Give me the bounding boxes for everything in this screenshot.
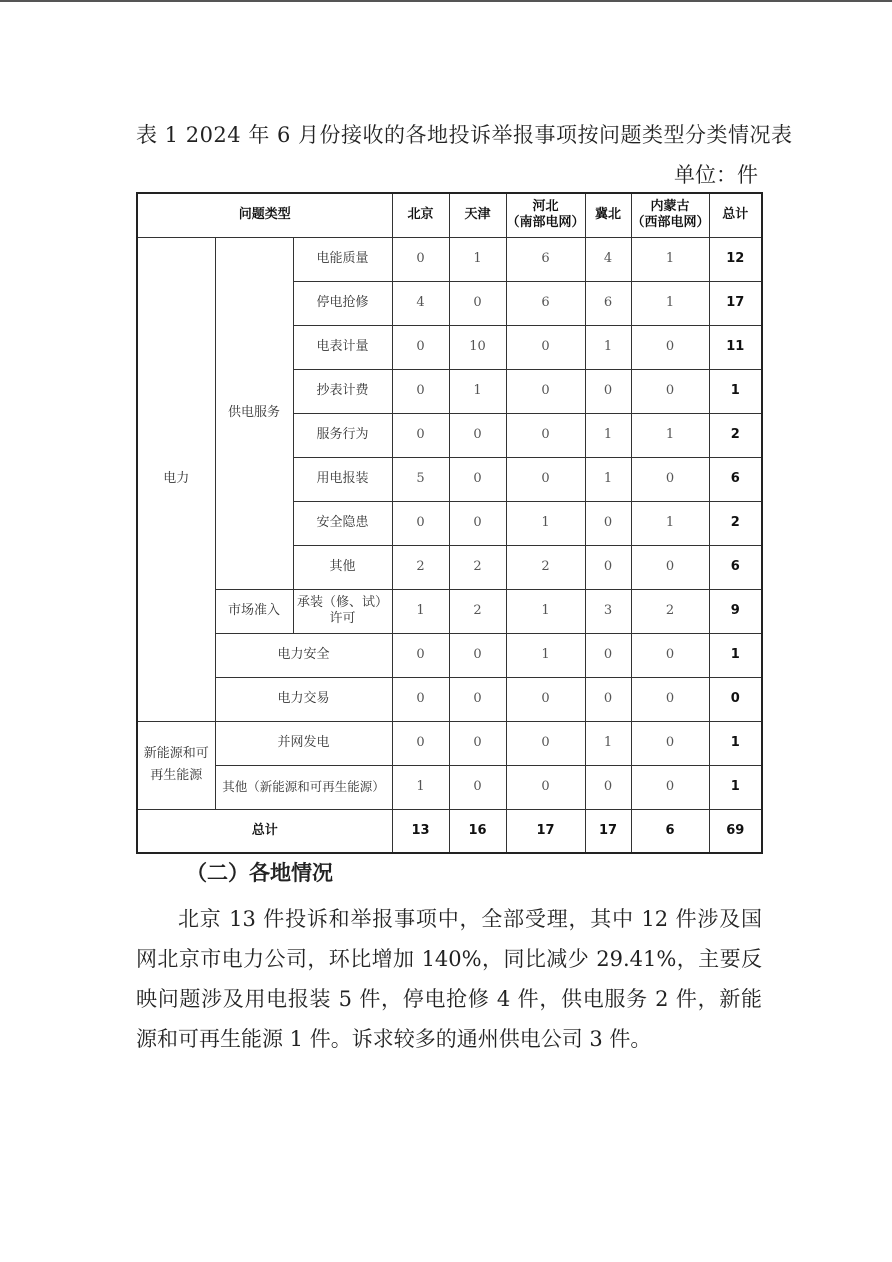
cell-value: 5: [392, 457, 449, 501]
row-label: 抄表计费: [293, 369, 392, 413]
cell-value: 0: [585, 501, 631, 545]
header-issue-type: 问题类型: [137, 193, 392, 237]
header-region: 河北 （南部电网）: [506, 193, 585, 237]
cell-value: 0: [449, 677, 506, 721]
row-label: 安全隐患: [293, 501, 392, 545]
cell-value: 0: [392, 237, 449, 281]
cell-total-value: 16: [449, 809, 506, 853]
cell-total: 1: [709, 369, 762, 413]
row-label: 其他: [293, 545, 392, 589]
cell-value: 1: [631, 281, 709, 325]
cell-total-value: 17: [506, 809, 585, 853]
cell-value: 0: [392, 633, 449, 677]
cell-total: 2: [709, 501, 762, 545]
cell-value: 0: [585, 765, 631, 809]
cell-value: 1: [392, 765, 449, 809]
body-paragraph: 北京 13 件投诉和举报事项中，全部受理，其中 12 件涉及国网北京市电力公司，环比增加 140%，同比减少 29.41%，主要反映问题涉及用电报装 5 件，停电抢修 4 件，供电服务 2 件，新能源和可再生能源 1 件。诉求较多的通州供电公司 3 件。: [136, 907, 762, 1051]
cell-value: 0: [585, 545, 631, 589]
cell-value: 4: [585, 237, 631, 281]
cell-value: 0: [585, 369, 631, 413]
row-label: 并网发电: [215, 721, 392, 765]
cell-total: 6: [709, 545, 762, 589]
page-top-border: [0, 0, 892, 2]
table-row: [137, 237, 762, 281]
cell-value: 1: [506, 633, 585, 677]
group-power: 电力: [137, 237, 215, 721]
cell-value: 2: [449, 545, 506, 589]
header-region: 冀北: [585, 193, 631, 237]
cell-value: 0: [449, 501, 506, 545]
cell-total: 9: [709, 589, 762, 633]
row-label: 用电报装: [293, 457, 392, 501]
cell-value: 0: [449, 457, 506, 501]
cell-value: 1: [506, 501, 585, 545]
row-label: 承装（修、试） 许可: [293, 589, 392, 633]
cell-value: 6: [506, 281, 585, 325]
cell-value: 0: [392, 325, 449, 369]
table-row: [137, 633, 762, 677]
cell-value: 0: [631, 545, 709, 589]
cell-value: 0: [392, 369, 449, 413]
row-label: 电力交易: [215, 677, 392, 721]
cell-value: 1: [585, 457, 631, 501]
cell-value: 10: [449, 325, 506, 369]
cell-value: 0: [506, 765, 585, 809]
cell-value: 1: [631, 237, 709, 281]
cell-value: 0: [506, 369, 585, 413]
table-header-row: [137, 193, 762, 237]
cell-value: 0: [392, 677, 449, 721]
cell-value: 1: [585, 721, 631, 765]
header-region: 北京: [392, 193, 449, 237]
row-label: 其他（新能源和可再生能源）: [215, 765, 392, 809]
cell-value: 0: [392, 501, 449, 545]
section-heading: （二）各地情况: [186, 861, 333, 885]
cell-total-value: 17: [585, 809, 631, 853]
header-region: 天津: [449, 193, 506, 237]
cell-total: 1: [709, 721, 762, 765]
cell-value: 3: [585, 589, 631, 633]
group-renewable: [137, 721, 215, 809]
table-caption: 表 1 2024 年 6 月份接收的各地投诉举报事项按问题类型分类情况表: [136, 123, 793, 147]
row-label: 停电抢修: [293, 281, 392, 325]
cell-value: 0: [392, 721, 449, 765]
cell-value: 1: [585, 325, 631, 369]
cell-value: 0: [392, 413, 449, 457]
cell-value: 0: [631, 325, 709, 369]
cell-value: 1: [631, 501, 709, 545]
table-row: [137, 677, 762, 721]
table-row: [137, 765, 762, 809]
group-supply-service: 供电服务: [215, 237, 293, 589]
cell-value: 2: [506, 545, 585, 589]
cell-value: 6: [506, 237, 585, 281]
cell-value: 0: [631, 369, 709, 413]
cell-total: 17: [709, 281, 762, 325]
group-market-access: 市场准入: [215, 589, 293, 633]
cell-total: 0: [709, 677, 762, 721]
cell-grand-total: 69: [709, 809, 762, 853]
cell-value: 1: [631, 413, 709, 457]
cell-value: 2: [631, 589, 709, 633]
cell-total-value: 6: [631, 809, 709, 853]
cell-value: 0: [449, 281, 506, 325]
cell-total: 12: [709, 237, 762, 281]
cell-value: 0: [631, 457, 709, 501]
cell-total: 1: [709, 633, 762, 677]
table-total-row: [137, 809, 762, 853]
group-renewable-label: 新能源和可再生能源: [143, 746, 209, 783]
cell-value: 0: [631, 721, 709, 765]
header-total: 总计: [709, 193, 762, 237]
table-unit-label: 单位：件: [674, 163, 758, 187]
cell-total-value: 13: [392, 809, 449, 853]
cell-value: 1: [449, 369, 506, 413]
cell-value: 0: [449, 413, 506, 457]
cell-value: 0: [506, 677, 585, 721]
cell-value: 1: [392, 589, 449, 633]
cell-value: 0: [631, 633, 709, 677]
cell-value: 2: [392, 545, 449, 589]
row-label: 服务行为: [293, 413, 392, 457]
cell-value: 0: [631, 677, 709, 721]
cell-value: 1: [506, 589, 585, 633]
cell-total: 11: [709, 325, 762, 369]
cell-value: 0: [585, 677, 631, 721]
cell-total: 2: [709, 413, 762, 457]
row-label: 电表计量: [293, 325, 392, 369]
header-region: 内蒙古 （西部电网）: [631, 193, 709, 237]
total-row-label: 总计: [137, 809, 392, 853]
cell-value: 1: [585, 413, 631, 457]
table-row: [137, 721, 762, 765]
cell-value: 2: [449, 589, 506, 633]
cell-value: 0: [506, 325, 585, 369]
table-row: [137, 589, 762, 633]
cell-total: 1: [709, 765, 762, 809]
cell-value: 0: [449, 721, 506, 765]
cell-value: 0: [631, 765, 709, 809]
cell-total: 6: [709, 457, 762, 501]
row-label: 电能质量: [293, 237, 392, 281]
cell-value: 0: [506, 457, 585, 501]
cell-value: 0: [449, 633, 506, 677]
cell-value: 6: [585, 281, 631, 325]
cell-value: 0: [585, 633, 631, 677]
complaint-category-table: [136, 192, 763, 854]
cell-value: 0: [506, 721, 585, 765]
row-label: 电力安全: [215, 633, 392, 677]
cell-value: 0: [506, 413, 585, 457]
cell-value: 1: [449, 237, 506, 281]
cell-value: 4: [392, 281, 449, 325]
cell-value: 0: [449, 765, 506, 809]
